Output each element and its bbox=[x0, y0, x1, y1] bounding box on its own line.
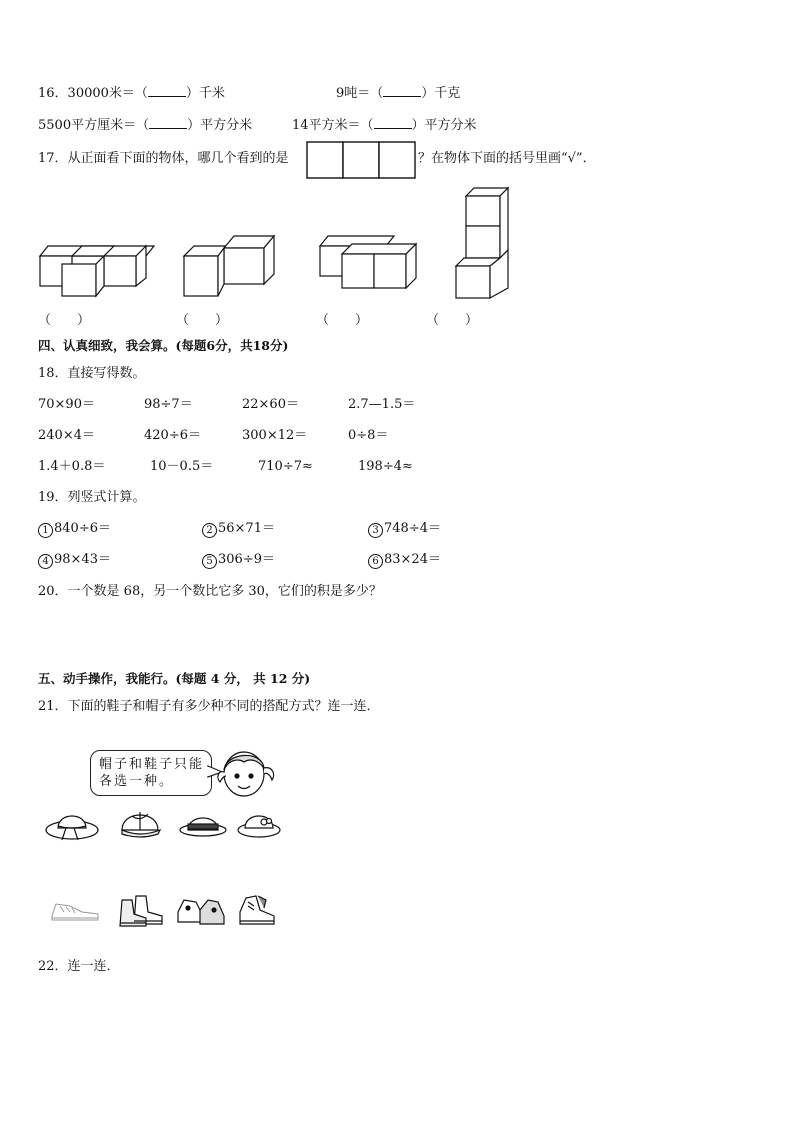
q18-cell: 2.7—1.5＝ bbox=[348, 397, 416, 412]
answer-blank[interactable] bbox=[383, 84, 421, 97]
q17-question-tail: ？在物体下面的括号里画“√”． bbox=[418, 151, 596, 166]
q22-question: 22．连一连． bbox=[38, 959, 120, 974]
q17-question-lead: 17．从正面看下面的物体，哪几个看到的是 bbox=[38, 151, 289, 166]
q18-cell: 98÷7＝ bbox=[144, 397, 193, 412]
answer-blank[interactable] bbox=[149, 116, 187, 129]
speech-bubble bbox=[90, 750, 212, 796]
sneaker-icon bbox=[48, 896, 104, 926]
q18-cell: 300×12＝ bbox=[242, 428, 308, 443]
girl-icon bbox=[214, 744, 278, 806]
object-1-answer-paren[interactable]: （ ） bbox=[38, 313, 91, 328]
item-number-badge: 5 bbox=[202, 554, 217, 569]
q18-cell: 198÷4≈ bbox=[358, 459, 413, 474]
q18-title: 18．直接写得数。 bbox=[38, 366, 146, 381]
item-number-badge: 4 bbox=[38, 554, 53, 569]
cube-object-1 bbox=[38, 240, 150, 300]
q18-cell: 10－0.5＝ bbox=[150, 459, 214, 474]
flower-hat-icon bbox=[236, 806, 282, 840]
section-5-title: 五、动手操作，我能行。(每题 4 分， 共 12 分) bbox=[38, 671, 311, 686]
q18-cell: 1.4＋0.8＝ bbox=[38, 459, 106, 474]
q19-item: 4 98×43＝ bbox=[38, 552, 111, 569]
fedora-hat-icon bbox=[178, 808, 228, 838]
q18-cell: 0÷8＝ bbox=[348, 428, 389, 443]
q19-item: 2 56×71＝ bbox=[202, 521, 275, 538]
q16-item-2: 9吨＝（ ）千克 bbox=[336, 86, 461, 101]
q19-item: 6 83×24＝ bbox=[368, 552, 441, 569]
item-number-badge: 2 bbox=[202, 523, 217, 538]
q19-item: 1 840÷6＝ bbox=[38, 521, 111, 538]
answer-blank[interactable] bbox=[374, 116, 412, 129]
q16-item-4: 14平方米＝（ ）平方分米 bbox=[292, 118, 477, 133]
bubble-line: 各选一种。 bbox=[99, 774, 175, 789]
item-number-badge: 6 bbox=[368, 554, 383, 569]
cube-object-4 bbox=[452, 186, 512, 302]
item-number-badge: 1 bbox=[38, 523, 53, 538]
q16-item-3: 5500平方厘米＝（ ）平方分米 bbox=[38, 118, 253, 133]
cube-object-2 bbox=[180, 234, 280, 300]
object-2-answer-paren[interactable]: （ ） bbox=[176, 313, 229, 328]
hiking-shoes-icon bbox=[234, 892, 280, 928]
cap-icon bbox=[118, 806, 164, 840]
q19-title: 19．列竖式计算。 bbox=[38, 490, 146, 505]
q18-cell: 22×60＝ bbox=[242, 397, 299, 412]
cube-object-3 bbox=[318, 232, 418, 292]
sports-shoes-icon bbox=[174, 894, 228, 928]
q19-item: 3 748÷4＝ bbox=[368, 521, 441, 538]
q20-question: 20．一个数是 68，另一个数比它多 30，它们的积是多少？ bbox=[38, 584, 382, 599]
item-number-badge: 3 bbox=[368, 523, 383, 538]
q16-item-1: 16．30000米＝（ ）千米 bbox=[38, 86, 225, 101]
three-square-front-view-figure bbox=[306, 141, 416, 179]
q21-question: 21．下面的鞋子和帽子有多少种不同的搭配方式？连一连． bbox=[38, 699, 380, 714]
object-4-answer-paren[interactable]: （ ） bbox=[426, 313, 479, 328]
hat-icon bbox=[44, 808, 100, 842]
boots-icon bbox=[116, 892, 170, 928]
q18-cell: 240×4＝ bbox=[38, 428, 95, 443]
answer-blank[interactable] bbox=[148, 84, 186, 97]
bubble-line: 帽子和鞋子只能 bbox=[99, 757, 205, 772]
q18-cell: 420÷6＝ bbox=[144, 428, 201, 443]
section-4-title: 四、认真细致，我会算。(每题6分，共18分) bbox=[38, 338, 289, 353]
object-3-answer-paren[interactable]: （ ） bbox=[316, 313, 369, 328]
q19-item: 5 306÷9＝ bbox=[202, 552, 275, 569]
q18-cell: 70×90＝ bbox=[38, 397, 95, 412]
q18-cell: 710÷7≈ bbox=[258, 459, 313, 474]
